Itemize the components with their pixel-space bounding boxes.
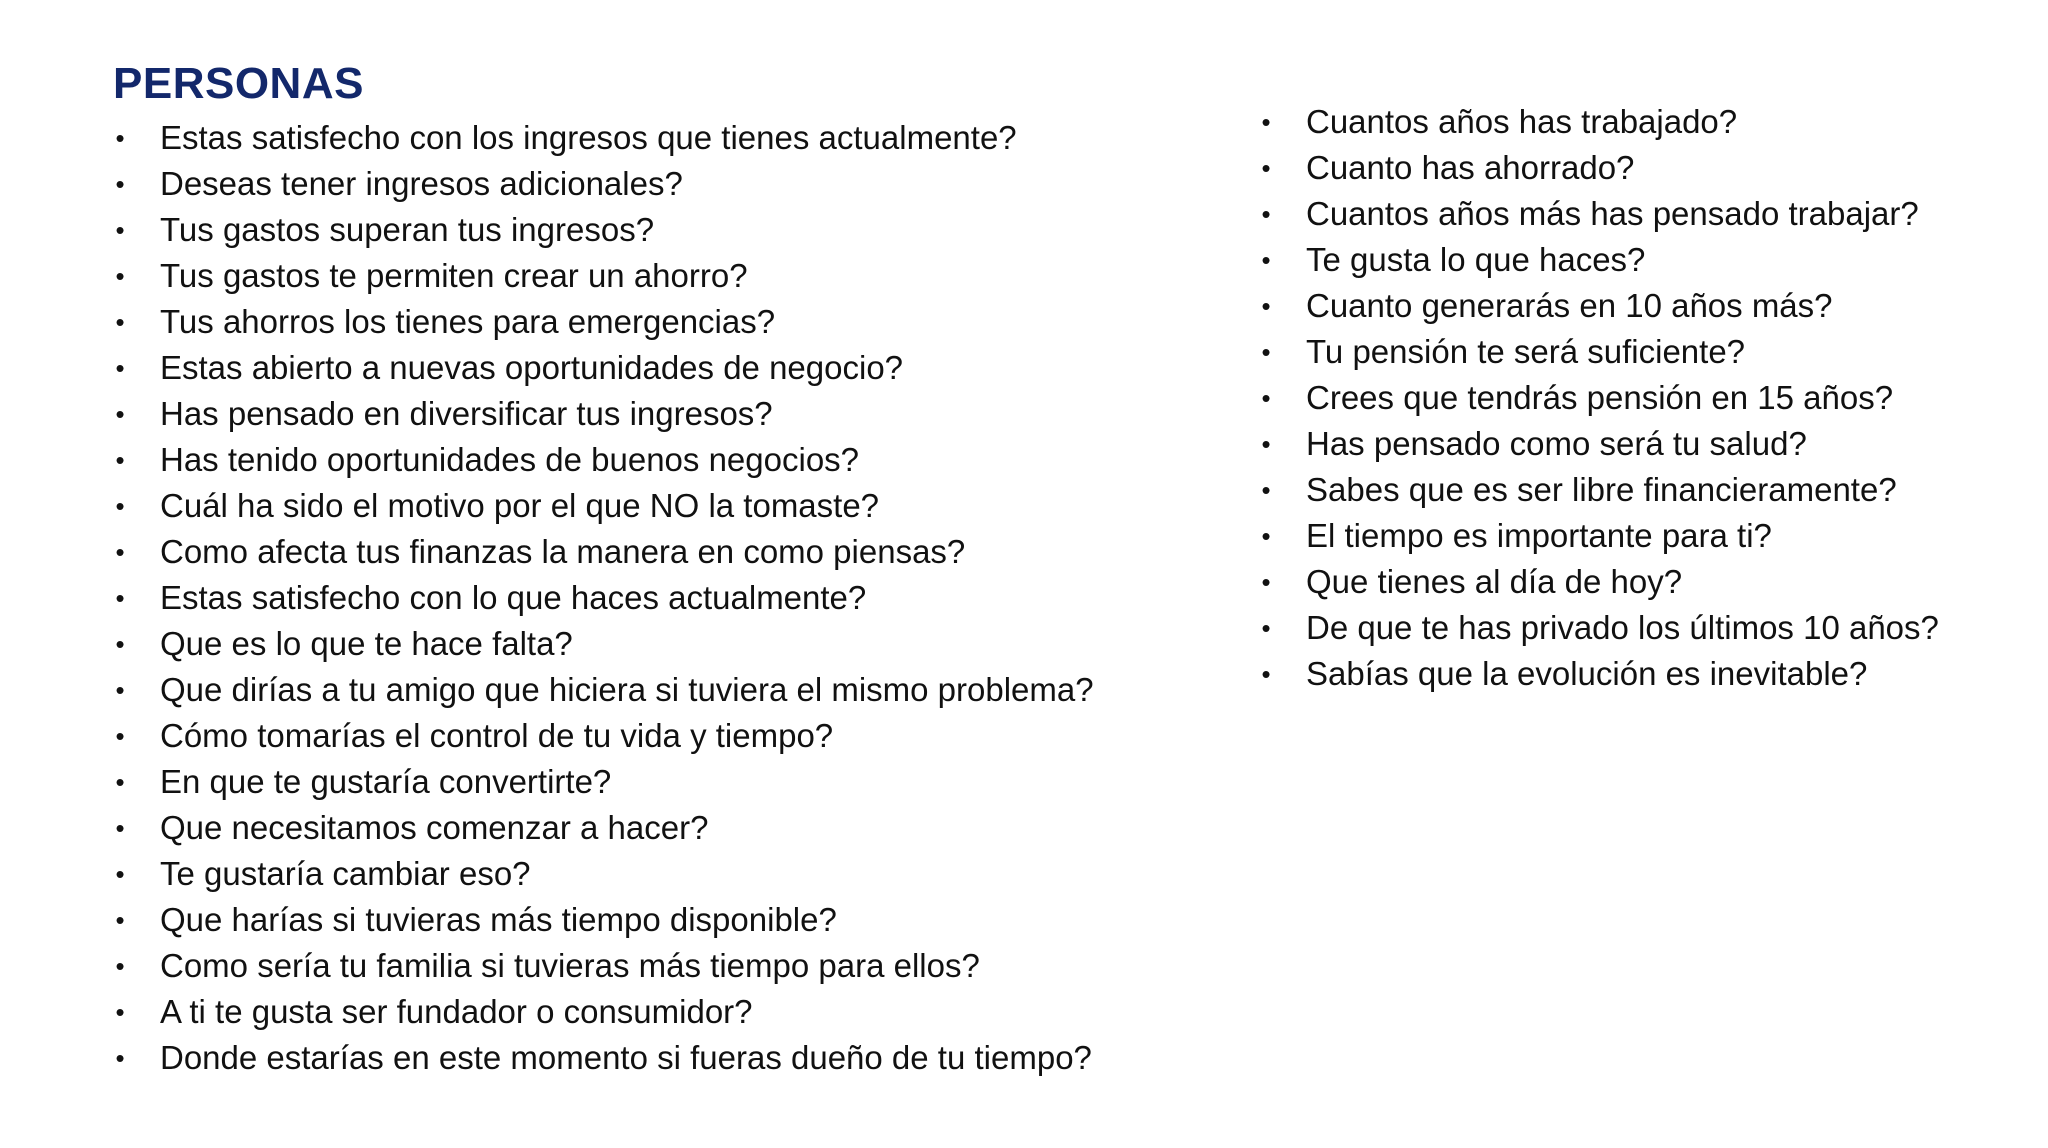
bullet-icon: • [115, 491, 125, 521]
question-item [1256, 99, 2036, 145]
bullet-icon: • [115, 169, 125, 199]
question-text: Estas abierto a nuevas oportunidades de negocio? [160, 349, 904, 386]
bullet-icon: • [115, 445, 125, 475]
bullet-icon: • [1261, 475, 1271, 505]
bullet-icon: • [1261, 245, 1271, 275]
right-question-list [1256, 99, 2036, 697]
question-text: Tus ahorros los tienes para emergencias? [160, 303, 776, 340]
question-text: Has tenido oportunidades de buenos negocios? [160, 441, 860, 478]
question-item [110, 805, 1260, 851]
question-item [110, 713, 1260, 759]
question-text: Has pensado en diversificar tus ingresos? [160, 395, 773, 432]
question-item [110, 437, 1260, 483]
question-item [110, 299, 1260, 345]
question-text: Sabes que es ser libre financieramente? [1306, 471, 1897, 508]
question-text: Te gustaría cambiar eso? [160, 855, 531, 892]
bullet-icon: • [115, 721, 125, 751]
question-item [110, 851, 1260, 897]
question-item [110, 115, 1260, 161]
bullet-icon: • [1261, 291, 1271, 321]
bullet-icon: • [1261, 199, 1271, 229]
question-item [110, 667, 1260, 713]
question-item [1256, 513, 2036, 559]
question-text: Como afecta tus finanzas la manera en como piensas? [160, 533, 966, 570]
question-text: Que tienes al día de hoy? [1306, 563, 1683, 600]
question-text: Tus gastos te permiten crear un ahorro? [160, 257, 748, 294]
bullet-icon: • [115, 583, 125, 613]
bullet-icon: • [115, 813, 125, 843]
question-item [1256, 375, 2036, 421]
question-text: Que necesitamos comenzar a hacer? [160, 809, 709, 846]
question-text: De que te has privado los últimos 10 años? [1306, 609, 1939, 646]
question-item [1256, 329, 2036, 375]
bullet-icon: • [115, 215, 125, 245]
slide-title: PERSONAS [113, 59, 364, 108]
question-text: Donde estarías en este momento si fueras dueño de tu tiempo? [160, 1039, 1092, 1076]
left-question-list [110, 115, 1260, 1081]
question-item [110, 207, 1260, 253]
question-item [1256, 651, 2036, 697]
bullet-icon: • [115, 951, 125, 981]
question-item [110, 391, 1260, 437]
question-text: Cómo tomarías el control de tu vida y tiempo? [160, 717, 834, 754]
bullet-icon: • [115, 353, 125, 383]
question-item [1256, 605, 2036, 651]
bullet-icon: • [1261, 659, 1271, 689]
question-text: Sabías que la evolución es inevitable? [1306, 655, 1868, 692]
question-text: Cuál ha sido el motivo por el que NO la tomaste? [160, 487, 880, 524]
question-text: A ti te gusta ser fundador o consumidor? [160, 993, 753, 1030]
question-text: Deseas tener ingresos adicionales? [160, 165, 683, 202]
bullet-icon: • [1261, 521, 1271, 551]
bullet-icon: • [1261, 429, 1271, 459]
question-text: Cuantos años has trabajado? [1306, 103, 1738, 140]
bullet-icon: • [1261, 337, 1271, 367]
question-text: Estas satisfecho con lo que haces actualmente? [160, 579, 867, 616]
question-item [110, 575, 1260, 621]
question-item [110, 897, 1260, 943]
question-item [1256, 191, 2036, 237]
bullet-icon: • [115, 905, 125, 935]
question-item [1256, 467, 2036, 513]
bullet-icon: • [115, 399, 125, 429]
bullet-icon: • [115, 675, 125, 705]
question-item [1256, 237, 2036, 283]
question-text: Que dirías a tu amigo que hiciera si tuviera el mismo problema? [160, 671, 1094, 708]
question-item [1256, 283, 2036, 329]
question-text: Te gusta lo que haces? [1306, 241, 1646, 278]
question-text: Cuanto has ahorrado? [1306, 149, 1635, 186]
question-item [110, 989, 1260, 1035]
question-text: Tus gastos superan tus ingresos? [160, 211, 655, 248]
question-item [110, 1035, 1260, 1081]
question-text: Como sería tu familia si tuvieras más tiempo para ellos? [160, 947, 980, 984]
question-item [110, 483, 1260, 529]
question-item [1256, 559, 2036, 605]
bullet-icon: • [115, 537, 125, 567]
question-text: El tiempo es importante para ti? [1306, 517, 1772, 554]
question-item [110, 529, 1260, 575]
bullet-icon: • [115, 859, 125, 889]
bullet-icon: • [1261, 567, 1271, 597]
question-text: En que te gustaría convertirte? [160, 763, 612, 800]
bullet-icon: • [115, 997, 125, 1027]
question-text: Cuanto generarás en 10 años más? [1306, 287, 1833, 324]
bullet-icon: • [115, 307, 125, 337]
bullet-icon: • [1261, 613, 1271, 643]
question-text: Estas satisfecho con los ingresos que tienes actualmente? [160, 119, 1017, 156]
question-item [110, 345, 1260, 391]
question-text: Has pensado como será tu salud? [1306, 425, 1807, 462]
bullet-icon: • [115, 767, 125, 797]
bullet-icon: • [115, 261, 125, 291]
question-item [1256, 145, 2036, 191]
question-item [110, 253, 1260, 299]
question-item [110, 943, 1260, 989]
bullet-icon: • [1261, 383, 1271, 413]
question-item [110, 621, 1260, 667]
question-text: Que es lo que te hace falta? [160, 625, 573, 662]
question-text: Cuantos años más has pensado trabajar? [1306, 195, 1919, 232]
bullet-icon: • [1261, 153, 1271, 183]
bullet-icon: • [115, 123, 125, 153]
question-item [1256, 421, 2036, 467]
bullet-icon: • [115, 629, 125, 659]
bullet-icon: • [1261, 107, 1271, 137]
question-text: Tu pensión te será suficiente? [1306, 333, 1746, 370]
question-text: Crees que tendrás pensión en 15 años? [1306, 379, 1894, 416]
question-text: Que harías si tuvieras más tiempo disponible? [160, 901, 837, 938]
question-item [110, 759, 1260, 805]
bullet-icon: • [115, 1043, 125, 1073]
question-item [110, 161, 1260, 207]
